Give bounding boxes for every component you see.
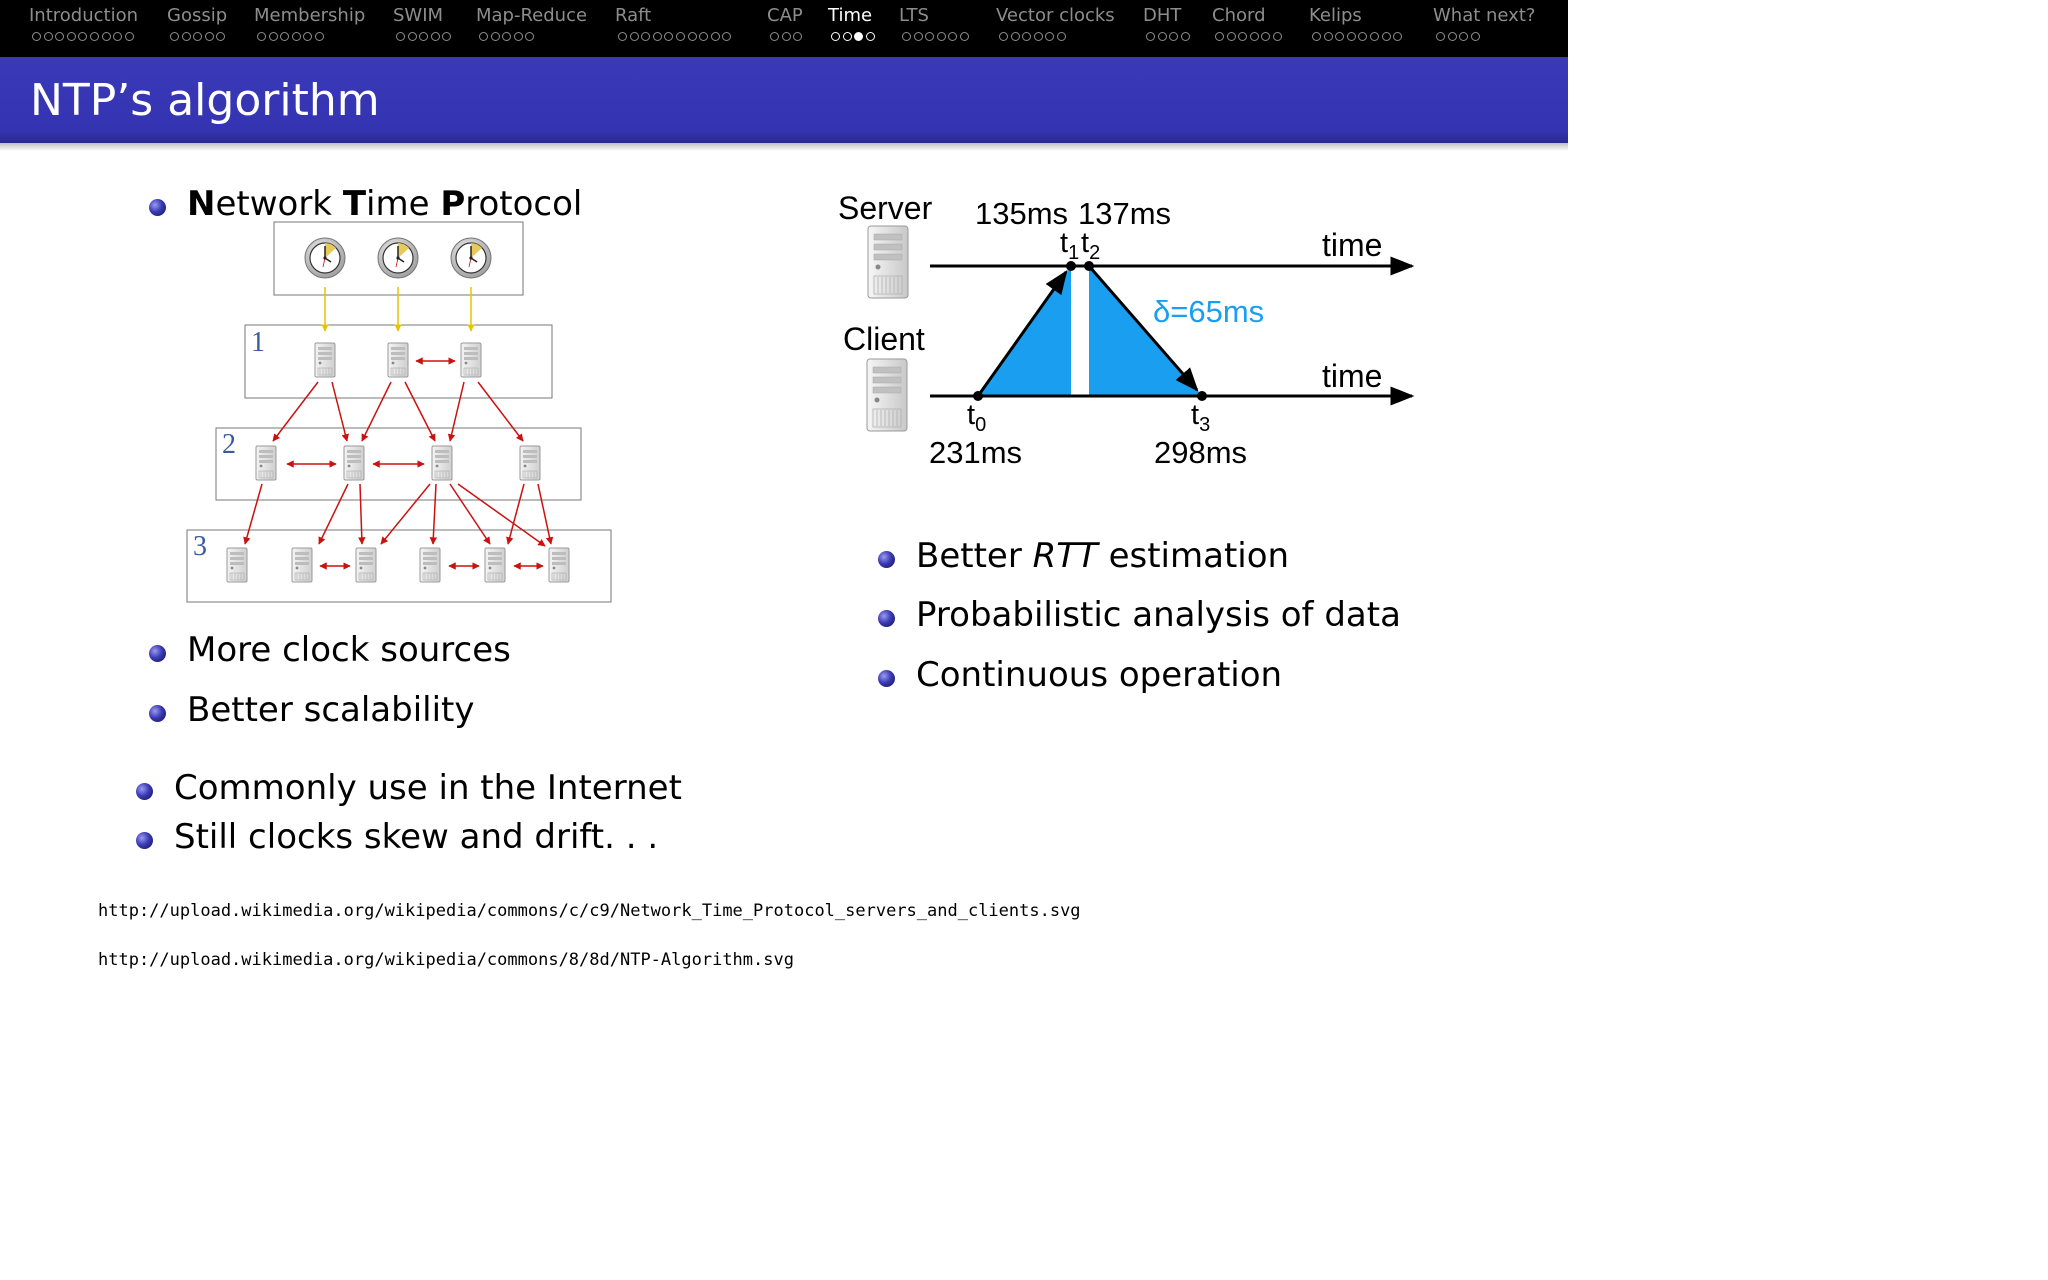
nav-slide-dots [1215,32,1285,46]
nav-section-gossip[interactable]: Gossip [167,5,228,26]
t1-label: $t_1$ [1060,227,1080,264]
bullet-probabilistic: Probabilistic analysis of data [916,595,1401,635]
nav-slide-dot[interactable] [170,32,179,41]
nav-slide-dot[interactable] [999,32,1008,41]
nav-slide-dot[interactable] [525,32,534,41]
nav-slide-dot[interactable] [1011,32,1020,41]
nav-slide-dot[interactable] [1324,32,1333,41]
sync-arrow [450,382,464,441]
nav-slide-dot[interactable] [205,32,214,41]
t0-value: 231ms [929,435,1023,470]
nav-slide-dot[interactable] [1312,32,1321,41]
nav-slide-dot[interactable] [902,32,911,41]
server-icon [256,446,276,480]
slide-title: NTP’s algorithm [30,75,380,126]
nav-section-kelips[interactable]: Kelips [1309,5,1362,26]
nav-slide-dot[interactable] [699,32,708,41]
sync-arrow [332,382,347,441]
nav-slide-dot[interactable] [216,32,225,41]
t3-value: 298ms [1154,435,1248,470]
sync-arrow [538,484,551,544]
nav-slide-dot[interactable] [1471,32,1480,41]
nav-slide-dots [902,32,972,46]
bullet-common: Commonly use in the Internet [174,768,682,808]
stratum-1-label: 1 [251,327,265,358]
server-icon [356,548,376,582]
sync-arrow [319,484,348,544]
nav-slide-dots [618,32,734,46]
nav-slide-dot[interactable] [1273,32,1282,41]
t2-value: 137ms [1078,196,1172,231]
nav-slide-dots [396,32,454,46]
stratum-3-label: 3 [193,531,207,562]
server-icon [292,548,312,582]
server-icon [344,446,364,480]
bullet-skew: Still clocks skew and drift. . . [174,817,659,857]
nav-slide-dot[interactable] [960,32,969,41]
nav-slide-dot[interactable] [1459,32,1468,41]
nav-section-what-next[interactable]: What next? [1433,5,1536,26]
client-time-label: time [1322,358,1383,394]
nav-slide-dot[interactable] [793,32,802,41]
nav-slide-dot[interactable] [182,32,191,41]
server-icon [461,343,481,377]
sync-arrow [508,484,524,544]
nav-slide-dot[interactable] [431,32,440,41]
sync-arrow [245,484,262,544]
t1-value: 135ms [975,196,1069,231]
nav-slide-dot[interactable] [1250,32,1259,41]
nav-slide-dot[interactable] [1370,32,1379,41]
nav-slide-dot[interactable] [292,32,301,41]
nav-slide-dot[interactable] [925,32,934,41]
nav-slide-dot[interactable] [479,32,488,41]
nav-slide-dots [1146,32,1192,46]
t0-label: $t_0$ [967,399,987,436]
nav-slide-dot[interactable] [257,32,266,41]
nav-slide-dot[interactable] [396,32,405,41]
server-icon [520,446,540,480]
nav-slide-dot[interactable] [948,32,957,41]
nav-slide-dots [770,32,805,46]
bullet-more-sources: More clock sources [187,630,511,670]
nav-slide-dot[interactable] [1158,32,1167,41]
stratum-2-label: 2 [222,429,236,460]
sync-arrow [273,382,318,441]
nav-section-dht[interactable]: DHT [1143,5,1182,26]
nav-slide-dot[interactable] [641,32,650,41]
clock-icon [305,238,345,278]
bullet-icon [149,645,166,662]
nav-slide-dot[interactable] [1448,32,1457,41]
nav-slide-dot[interactable] [315,32,324,41]
server-icon [315,343,335,377]
client-label: Client [843,321,925,357]
server-time-label: time [1322,227,1383,263]
server-icon [868,226,908,298]
nav-slide-dot[interactable] [854,32,863,41]
sync-arrow [433,484,436,544]
nav-slide-dot[interactable] [937,32,946,41]
nav-slide-dot[interactable] [770,32,779,41]
nav-slide-dot[interactable] [113,32,122,41]
server-icon [485,548,505,582]
bullet-icon [878,610,895,627]
server-icon [227,548,247,582]
slide-title-bar [0,57,1568,143]
nav-slide-dot[interactable] [630,32,639,41]
nav-slide-dot[interactable] [914,32,923,41]
nav-slide-dot[interactable] [1436,32,1445,41]
nav-slide-dot[interactable] [653,32,662,41]
nav-slide-dot[interactable] [269,32,278,41]
nav-slide-dot[interactable] [1022,32,1031,41]
nav-slide-dot[interactable] [419,32,428,41]
nav-slide-dot[interactable] [102,32,111,41]
nav-slide-dot[interactable] [664,32,673,41]
server-label: Server [838,190,933,226]
client-icon [867,359,907,431]
nav-slide-dot[interactable] [1181,32,1190,41]
nav-section-lts[interactable]: LTS [899,5,929,26]
nav-slide-dot[interactable] [78,32,87,41]
nav-slide-dot[interactable] [1045,32,1054,41]
nav-slide-dot[interactable] [866,32,875,41]
nav-slide-dot[interactable] [1034,32,1043,41]
nav-slide-dot[interactable] [618,32,627,41]
t2-label: $t_2$ [1081,227,1101,264]
t3-label: $t_3$ [1191,399,1211,436]
ntp-stratum-diagram [180,215,620,610]
nav-slide-dot[interactable] [502,32,511,41]
nav-section-raft[interactable]: Raft [615,5,652,26]
nav-slide-dot[interactable] [1347,32,1356,41]
sync-arrow [405,382,435,441]
sync-arrow [360,484,362,544]
server-icon [388,343,408,377]
nav-slide-dot[interactable] [1261,32,1270,41]
nav-section-map-reduce[interactable]: Map-Reduce [476,5,588,26]
nav-section-chord[interactable]: Chord [1212,5,1266,26]
bullet-icon [136,783,153,800]
nav-slide-dot[interactable] [55,32,64,41]
nav-section-swim[interactable]: SWIM [393,5,444,26]
nav-slide-dots [1436,32,1482,46]
nav-slide-dot[interactable] [125,32,134,41]
nav-slide-dot[interactable] [44,32,53,41]
nav-slide-dot[interactable] [32,32,41,41]
nav-slide-dot[interactable] [1146,32,1155,41]
server-icon [549,548,569,582]
nav-slide-dots [999,32,1069,46]
nav-slide-dot[interactable] [303,32,312,41]
bullet-icon [878,670,895,687]
nav-slide-dot[interactable] [676,32,685,41]
nav-slide-dot[interactable] [408,32,417,41]
bullet-icon [878,551,895,568]
nav-section-membership[interactable]: Membership [254,5,366,26]
sync-arrow [362,382,391,441]
nav-slide-dot[interactable] [90,32,99,41]
bullet-icon [149,199,166,216]
server-icon [432,446,452,480]
nav-slide-dot[interactable] [1335,32,1344,41]
nav-slide-dot[interactable] [442,32,451,41]
bullet-icon [136,832,153,849]
section-navigation-bar [0,0,1568,57]
sync-arrow [478,382,523,441]
bullet-icon [149,705,166,722]
nav-slide-dot[interactable] [1238,32,1247,41]
nav-slide-dot[interactable] [711,32,720,41]
clock-icon [451,238,491,278]
nav-slide-dot[interactable] [843,32,852,41]
nav-slide-dot[interactable] [491,32,500,41]
nav-slide-dot[interactable] [193,32,202,41]
nav-slide-dot[interactable] [1382,32,1391,41]
delta-label: δ=65ms [1153,294,1265,329]
source-link[interactable]: http://upload.wikimedia.org/wikipedia/commons/c/c9/Network_Time_Protocol_servers_and_clients.svg [98,901,1081,921]
nav-slide-dot[interactable] [1215,32,1224,41]
nav-slide-dots [831,32,877,46]
bullet-scalability: Better scalability [187,690,475,730]
nav-slide-dots [479,32,537,46]
stratum-3-box [187,530,611,602]
nav-slide-dot[interactable] [1057,32,1066,41]
nav-slide-dot[interactable] [722,32,731,41]
nav-slide-dot[interactable] [688,32,697,41]
nav-slide-dot[interactable] [782,32,791,41]
nav-slide-dot[interactable] [280,32,289,41]
nav-slide-dot[interactable] [1227,32,1236,41]
clock-icon [378,238,418,278]
nav-slide-dot[interactable] [67,32,76,41]
nav-slide-dot[interactable] [1169,32,1178,41]
nav-slide-dot[interactable] [831,32,840,41]
nav-section-vector-clocks[interactable]: Vector clocks [996,5,1115,26]
nav-slide-dot[interactable] [1358,32,1367,41]
bullet-rtt: Better RTT estimation [916,536,1290,576]
nav-slide-dots [1312,32,1405,46]
nav-slide-dots [257,32,327,46]
nav-section-introduction[interactable]: Introduction [29,5,139,26]
bullet-continuous: Continuous operation [916,655,1283,695]
nav-slide-dot[interactable] [514,32,523,41]
bullet-ntp: Network Time Protocol [187,184,583,224]
nav-slide-dots [170,32,228,46]
sync-arrow [381,484,430,544]
nav-slide-dot[interactable] [1393,32,1402,41]
nav-section-cap[interactable]: CAP [767,5,803,26]
nav-section-time[interactable]: Time [828,5,873,26]
ntp-timing-diagram [830,185,1430,475]
server-icon [420,548,440,582]
source-link[interactable]: http://upload.wikimedia.org/wikipedia/commons/8/8d/NTP-Algorithm.svg [98,950,794,970]
nav-slide-dots [32,32,136,46]
